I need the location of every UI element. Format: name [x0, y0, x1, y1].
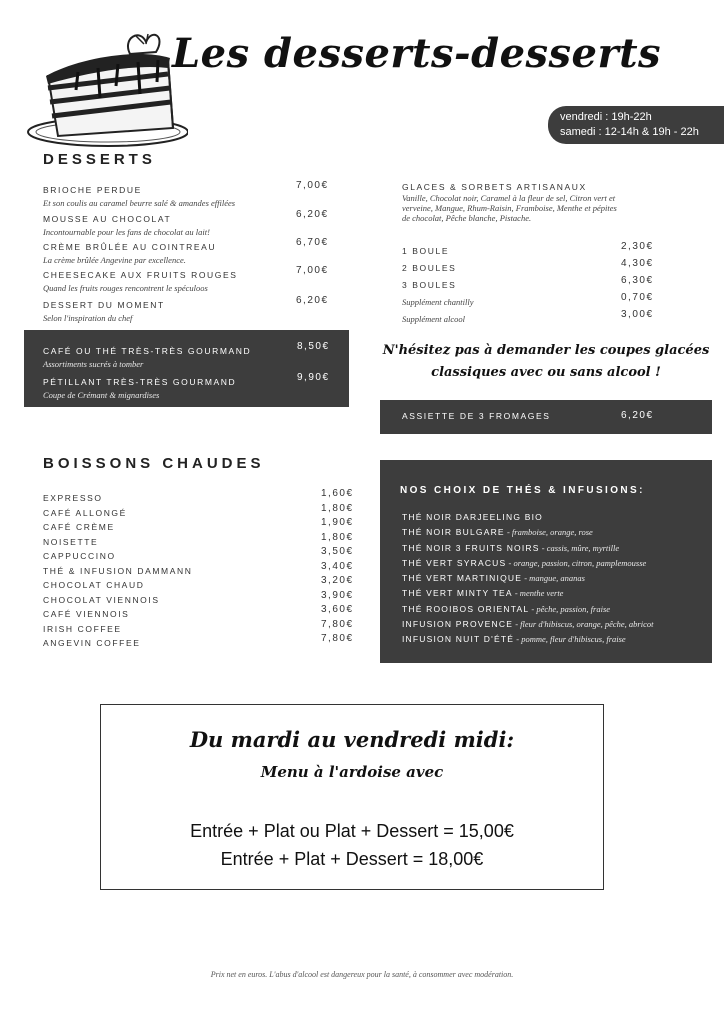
item-name: THÉ NOIR DARJEELING BIO — [402, 512, 543, 522]
item-name: THÉ ROOIBOS ORIENTAL — [402, 603, 530, 614]
coupes-note-line-2: classiques avec ou sans alcool ! — [431, 365, 661, 380]
list-item — [402, 599, 712, 614]
item-desc: - mangue, ananas — [522, 573, 585, 584]
glaces-heading: GLACES & SORBETS ARTISANAUX — [402, 182, 587, 192]
item-name: Supplément alcool — [402, 314, 466, 324]
hours-line-2: samedi : 12-14h & 19h - 22h — [560, 126, 699, 138]
glaces-desc-2: verveine, Mangue, Rhum-Raisin, Framboise, Menthe et pépites — [402, 203, 617, 213]
fromages-box — [380, 400, 712, 434]
item-name: Supplément chantilly — [402, 297, 474, 307]
list-item — [402, 553, 712, 568]
list-item — [43, 295, 333, 323]
list-item — [402, 309, 662, 327]
item-price: 7,00€ — [296, 180, 329, 191]
item-desc: - menthe verte — [512, 588, 564, 599]
item-name: 3 BOULES — [402, 280, 457, 290]
item-name: CAFÉ ALLONGÉ — [43, 507, 127, 518]
item-price: 3,60€ — [321, 604, 354, 615]
item-price: 3,40€ — [321, 560, 354, 572]
item-desc: Quand les fruits rouges rencontrent le spéculoos — [43, 283, 208, 293]
item-name: IRISH COFFEE — [43, 623, 122, 634]
item-price: 8,50€ — [297, 341, 330, 352]
item-price: 6,20€ — [296, 295, 329, 306]
item-desc: Selon l'inspiration du chef — [43, 313, 133, 323]
list-item — [43, 209, 333, 237]
item-name: CAPPUCCINO — [43, 551, 116, 561]
item-name: THÉ NOIR 3 FRUITS NOIRS — [402, 542, 540, 553]
item-price: 3,00€ — [621, 309, 654, 320]
item-desc: - pêche, passion, fraise — [529, 603, 611, 614]
list-item — [402, 507, 712, 522]
item-name: INFUSION NUIT D'ÉTÉ — [402, 634, 515, 645]
item-name: ASSIETTE DE 3 FROMAGES — [402, 411, 551, 421]
item-price: 9,90€ — [297, 372, 330, 383]
item-desc: Assortiments sucrés à tomber — [43, 359, 144, 369]
item-price: 6,20€ — [296, 209, 329, 220]
list-item — [43, 633, 358, 651]
item-price: 4,30€ — [621, 258, 654, 269]
boissons-heading: BOISSONS CHAUDES — [43, 455, 265, 472]
midi-title: Du mardi au vendredi midi: — [189, 727, 515, 752]
item-name: CHOCOLAT CHAUD — [43, 580, 145, 590]
item-name: CAFÉ OU THÉ TRÈS-TRÈS GOURMAND — [43, 346, 252, 356]
item-name: THÉ VERT MARTINIQUE — [402, 573, 523, 584]
item-desc: - pomme, fleur d'hibiscus, fraise — [514, 634, 626, 645]
item-desc: - orange, passion, citron, pamplemousse — [506, 557, 647, 568]
item-name: THÉ VERT SYRACUS — [402, 557, 507, 568]
list-item — [402, 522, 712, 537]
item-desc: Coupe de Crémant & mignardises — [43, 390, 160, 400]
list-item — [43, 265, 333, 293]
list-item — [43, 237, 333, 265]
item-name: CHOCOLAT VIENNOIS — [43, 594, 160, 605]
cake-illustration — [18, 28, 188, 156]
item-name: INFUSION PROVENCE — [402, 619, 514, 630]
list-item — [402, 258, 662, 276]
thes-heading: NOS CHOIX DE THÉS & INFUSIONS: — [400, 485, 645, 496]
coupes-note-line-1: N'hésitez pas à demander les coupes glacées — [382, 343, 710, 358]
item-price: 2,30€ — [621, 241, 654, 252]
item-price: 7,80€ — [321, 618, 354, 630]
item-desc: - framboise, orange, rose — [504, 527, 593, 538]
item-name: 1 BOULE — [402, 246, 450, 256]
midi-formula-1: Entrée + Plat ou Plat + Dessert = 15,00€ — [190, 821, 514, 841]
item-price: 3,50€ — [321, 546, 354, 557]
item-name: THÉ VERT MINTY TEA — [402, 588, 513, 599]
item-price: 3,20€ — [321, 575, 354, 586]
desserts-heading: DESSERTS — [43, 151, 156, 168]
thes-list — [402, 507, 712, 645]
item-desc: La crème brûlée Angevine par excellence. — [43, 255, 186, 265]
item-name: BRIOCHE PERDUE — [43, 185, 142, 195]
coupes-note — [380, 340, 712, 384]
midi-menu-box — [100, 704, 604, 890]
list-item — [43, 372, 343, 400]
item-price: 7,80€ — [321, 633, 354, 644]
item-desc: Et son coulis au caramel beurre salé & amandes effilées — [43, 198, 236, 208]
item-desc: Incontournable pour les fans de chocolat au lait! — [43, 227, 210, 237]
item-price: 1,80€ — [321, 531, 354, 543]
list-item — [43, 341, 343, 369]
item-name: CAFÉ VIENNOIS — [43, 609, 130, 619]
item-price: 7,00€ — [296, 265, 329, 276]
item-name: EXPRESSO — [43, 493, 103, 503]
item-name: CAFÉ CRÈME — [43, 522, 115, 532]
item-price: 1,60€ — [321, 488, 354, 499]
item-name: NOISETTE — [43, 536, 99, 547]
glaces-desc-1: Vanille, Chocolat noir, Caramel à la fleur de sel, Citron vert et — [402, 193, 616, 203]
list-item — [43, 180, 333, 208]
opening-hours-badge — [548, 106, 724, 144]
item-name: ANGEVIN COFFEE — [43, 638, 141, 648]
item-name: THÉ NOIR BULGARE — [402, 527, 505, 538]
item-price: 1,90€ — [321, 517, 354, 528]
item-name: 2 BOULES — [402, 263, 457, 273]
list-item — [402, 292, 662, 310]
glaces-desc-3: de chocolat, Pêche blanche, Pistache. — [402, 213, 532, 223]
item-desc: - cassis, mûre, myrtille — [539, 542, 620, 553]
list-item — [402, 568, 712, 583]
item-name: PÉTILLANT TRÈS-TRÈS GOURMAND — [43, 377, 237, 387]
list-item — [402, 614, 712, 629]
boissons-list — [43, 488, 358, 648]
midi-formula-2: Entrée + Plat + Dessert = 18,00€ — [220, 849, 484, 869]
list-item — [402, 275, 662, 293]
item-price: 6,30€ — [621, 275, 654, 286]
midi-subtitle: Menu à l'ardoise avec — [260, 763, 444, 781]
list-item — [402, 629, 712, 644]
glaces-section — [402, 182, 702, 327]
item-name: CHEESECAKE AUX FRUITS ROUGES — [43, 270, 238, 280]
desserts-list — [43, 180, 333, 325]
item-price: 1,80€ — [321, 502, 354, 514]
item-price: 0,70€ — [621, 292, 654, 303]
item-name: MOUSSE AU CHOCOLAT — [43, 214, 172, 224]
item-name: DESSERT DU MOMENT — [43, 300, 165, 310]
list-item — [402, 241, 662, 259]
item-name: CRÈME BRÛLÉE AU COINTREAU — [43, 242, 217, 252]
list-item — [402, 538, 712, 553]
footer-note: Prix net en euros. L'abus d'alcool est dangereux pour la santé, à consommer avec modération. — [210, 970, 514, 979]
hours-line-1: vendredi : 19h-22h — [560, 111, 652, 123]
list-item — [402, 583, 712, 598]
item-desc: - fleur d'hibiscus, orange, pêche, abricot — [513, 619, 654, 630]
item-price: 3,90€ — [321, 589, 354, 601]
item-price: 6,20€ — [621, 410, 654, 421]
item-name: THÉ & INFUSION DAMMANN — [43, 565, 193, 576]
gourmand-box — [24, 330, 349, 407]
item-price: 6,70€ — [296, 237, 329, 248]
page-title: Les desserts-desserts — [172, 30, 662, 77]
thes-box — [380, 460, 712, 663]
